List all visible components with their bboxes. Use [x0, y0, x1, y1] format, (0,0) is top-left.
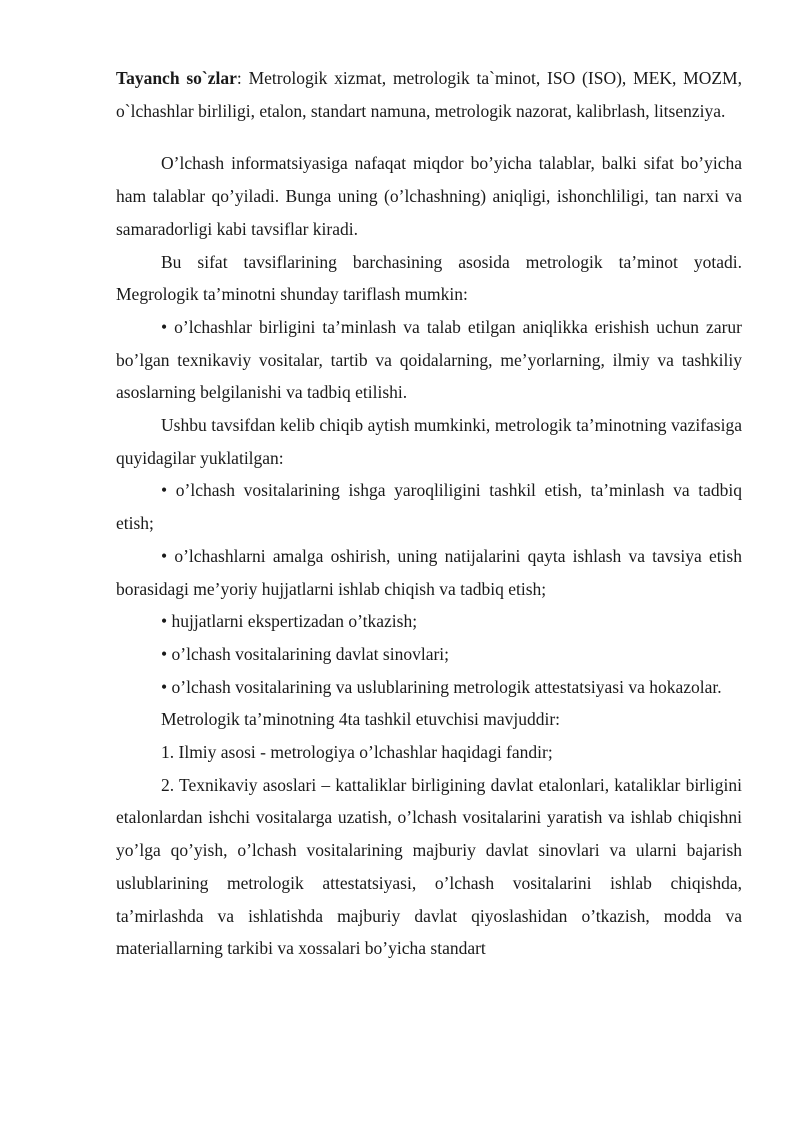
paragraph-quality-basis: Bu sifat tavsiflarining barchasining asosida metrologik ta’minot yotadi. Megrologik ta’minotni shunday tariflash mumkin: [116, 251, 742, 305]
paragraph-tasks-intro: Ushbu tavsifdan kelib chiqib aytish mumkinki, metrologik ta’minotning vazifasiga quyidagilar yuklatilgan: [116, 415, 742, 468]
list-item-2: 2. Texnikaviy asoslari – kattaliklar birligining davlat etalonlari, kataliklar birligini etalonlardan ishchi vositalarga uzatish, o’lchash vositalarini yaratish va ishlab chiqishni yo’lga qo’yish, o’lchash vositalarining majburiy davlat sinovlari va ularni bajarish uslublarining metrologik attestatsiyasi, o’lchash vositalarini ishlab chiqishda, ta’mirlashda va ishlatishda majburiy davlat qiyoslashidan o’tkazish, modda va materiallarning tarkibi va xossalari bo’yicha standart [116, 774, 742, 959]
paragraph-intro: O’lchash informatsiyasiga nafaqat miqdor bo’yicha talablar, balki sifat bo’yicha ham talablar qo’yiladi. Bunga uning (o’lchashning) aniqligi, ishonchliligi, tan narxi va samaradorligi kabi tavsiflar kiradi. [116, 153, 742, 239]
bullet-task-4: • o’lchash vositalarining davlat sinovlari; [161, 643, 450, 664]
bullet-task-5: • o’lchash vositalarining va uslublarining metrologik attestatsiyasi va hokazolar. [161, 676, 722, 697]
document-page [116, 62, 742, 965]
list-item-1: 1. Ilmiy asosi - metrologiya o’lchashlar haqidagi fandir; [161, 742, 553, 763]
keywords-text: : Metrologik xizmat, metrologik ta`minot, ISO (ISO), MEK, MOZM, o`lchashlar birliligi, etalon, standart namuna, metrologik nazorat, kalibrlash, litsenziya. [116, 68, 742, 121]
bullet-definition: • o’lchashlar birligini ta’minlash va talab etilgan aniqlikka erishish uchun zarur bo’lgan texnikaviy vositalar, tartib va qoidalarning, me’yorlarning, ilmiy va tashkiliy asoslarning belgilanishi va tadbiq etilishi. [116, 316, 742, 403]
bullet-task-1: • o’lchash vositalarining ishga yaroqliligini tashkil etish, ta’minlash va tadbiq etish; [116, 480, 742, 534]
keywords-label: Tayanch so`zlar [116, 68, 237, 88]
bullet-task-2: • o’lchashlarni amalga oshirish, uning natijalarini qayta ishlash va tavsiya etish borasidagi me’yoriy hujjatlarni ishlab chiqish va tadbiq etish; [116, 545, 742, 599]
keywords-paragraph [116, 62, 742, 127]
paragraph-components-intro: Metrologik ta’minotning 4ta tashkil etuvchisi mavjuddir: [161, 709, 561, 730]
bullet-task-3: • hujjatlarni ekspertizadan o’tkazish; [161, 611, 418, 632]
